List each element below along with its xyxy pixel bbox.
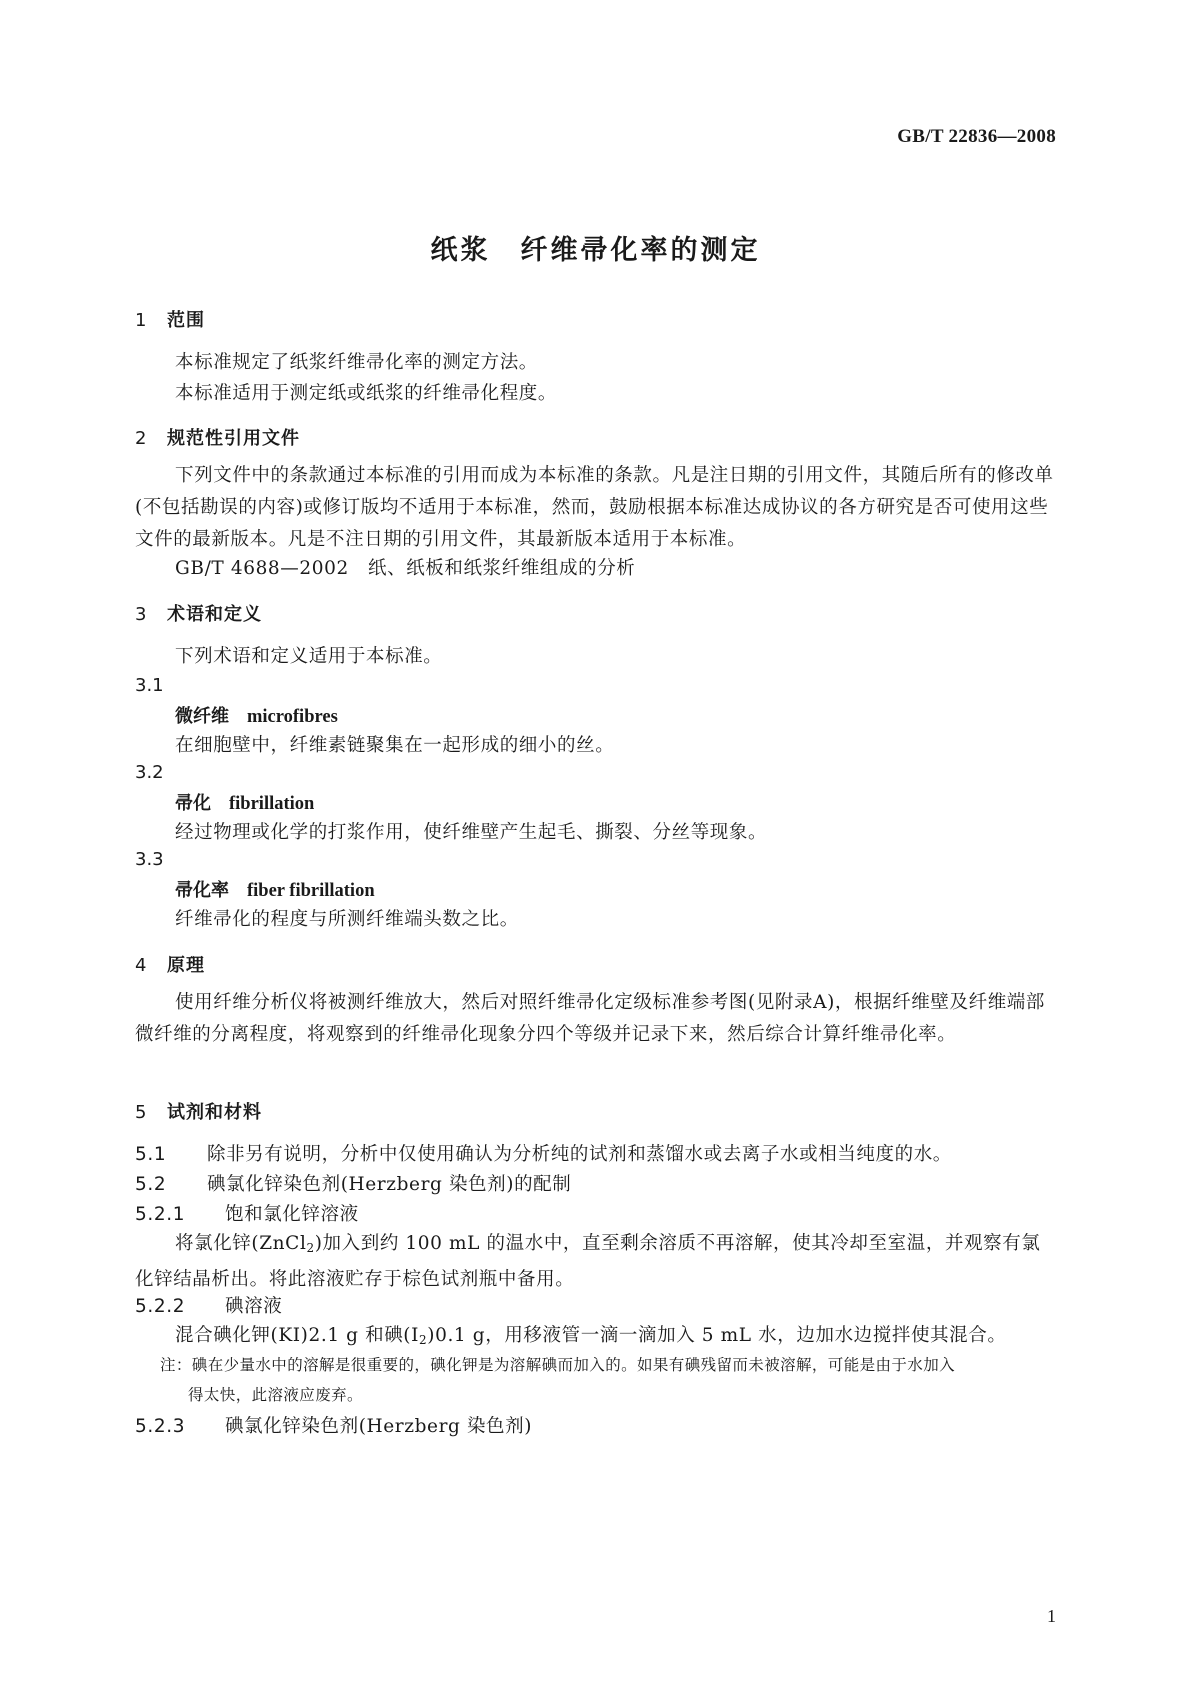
- term-cn: 帚化: [175, 793, 211, 814]
- term-cn: 微纤维: [175, 706, 229, 727]
- section-5-heading: [135, 1098, 262, 1124]
- clause-5-2: [135, 1170, 571, 1196]
- clause-5-2-3: [135, 1412, 532, 1438]
- paragraph: 下列术语和定义适用于本标准。: [175, 646, 443, 667]
- term-cn: 帚化率: [175, 880, 229, 901]
- clause-text: 碘溶液: [225, 1296, 283, 1317]
- section-title: 试剂和材料: [167, 1102, 262, 1123]
- clause-number: 5.2.3: [135, 1416, 186, 1437]
- page-title: 纸浆 纤维帚化率的测定: [430, 235, 761, 266]
- text-run: )加入到约 100 mL 的温水中，直至剩余溶质不再溶解，使其冷却至室温，并观察有氯化锌结晶析出。将此溶液贮存于棕色试剂瓶中备用。: [135, 1233, 1041, 1290]
- text-run: 混合碘化钾(KI)2.1 g 和碘(I: [175, 1325, 420, 1346]
- subscript: 2: [306, 1241, 315, 1255]
- page-number: 1: [1047, 1606, 1056, 1626]
- paragraph: 本标准适用于测定纸或纸浆的纤维帚化程度。: [175, 383, 558, 404]
- term-en: microfibres: [247, 707, 338, 727]
- term-number: 3.2: [135, 762, 164, 783]
- section-4-heading: [135, 951, 205, 977]
- section-number: 4: [135, 955, 148, 976]
- section-title: 规范性引用文件: [167, 428, 300, 449]
- section-3-heading: [135, 600, 262, 626]
- note-line: 注：碘在少量水中的溶解是很重要的，碘化钾是为溶解碘而加入的。如果有碘残留而未被溶解，可能是由于水加入: [160, 1356, 956, 1374]
- term-number: 3.3: [135, 849, 164, 870]
- clause-text: 饱和氯化锌溶液: [225, 1204, 359, 1225]
- subscript: 2: [419, 1333, 428, 1347]
- term-definition: 在细胞壁中，纤维素链聚集在一起形成的细小的丝。: [175, 735, 615, 756]
- clause-5-2-1: [135, 1200, 359, 1226]
- text-run: 将氯化锌(ZnCl: [175, 1233, 307, 1254]
- section-1-heading: [135, 306, 205, 332]
- section-title: 原理: [167, 955, 205, 976]
- term-heading: [175, 789, 314, 815]
- paragraph: 使用纤维分析仪将被测纤维放大，然后对照纤维帚化定级标准参考图(见附录A)，根据纤维壁及纤维端部微纤维的分离程度，将观察到的纤维帚化现象分四个等级并记录下来，然后综合计算纤维帚化率。: [135, 992, 1045, 1045]
- clause-5-2-2: [135, 1292, 282, 1318]
- clause-text: 碘氯化锌染色剂(Herzberg 染色剂): [225, 1416, 533, 1437]
- clause-number: 5.1: [135, 1144, 167, 1165]
- section-2-heading: [135, 424, 300, 450]
- paragraph: 本标准规定了纸浆纤维帚化率的测定方法。: [175, 352, 538, 373]
- section-title: 范围: [167, 310, 205, 331]
- term-heading: [175, 876, 375, 902]
- clause-text: 除非另有说明，分析中仅使用确认为分析纯的试剂和蒸馏水或去离子水或相当纯度的水。: [207, 1144, 952, 1165]
- standard-code: GB/T 22836—2008: [897, 126, 1056, 147]
- section-number: 5: [135, 1102, 148, 1123]
- term-definition: 经过物理或化学的打浆作用，使纤维壁产生起毛、撕裂、分丝等现象。: [175, 822, 768, 843]
- section-number: 1: [135, 310, 148, 331]
- term-definition: 纤维帚化的程度与所测纤维端头数之比。: [175, 909, 519, 930]
- clause-number: 5.2: [135, 1174, 167, 1195]
- text-run: )0.1 g，用移液管一滴一滴加入 5 mL 水，边加水边搅拌使其混合。: [427, 1325, 1007, 1346]
- term-en: fibrillation: [229, 794, 315, 814]
- paragraph: [135, 1228, 1059, 1296]
- clause-number: 5.2.2: [135, 1296, 186, 1317]
- term-en: fiber fibrillation: [247, 881, 375, 901]
- section-number: 2: [135, 428, 148, 449]
- clause-5-1: [135, 1140, 952, 1166]
- clause-number: 5.2.1: [135, 1204, 186, 1225]
- clause-text: 碘氯化锌染色剂(Herzberg 染色剂)的配制: [207, 1174, 572, 1195]
- normative-reference: GB/T 4688—2002 纸、纸板和纸浆纤维组成的分析: [175, 558, 636, 579]
- paragraph: 下列文件中的条款通过本标准的引用而成为本标准的条款。凡是注日期的引用文件，其随后所有的修改单(不包括勘误的内容)或修订版均不适用于本标准，然而，鼓励根据本标准达成协议的各方研究是否可使用这些文件的最新版本。凡是不注日期的引用文件，其最新版本适用于本标准。: [135, 465, 1054, 550]
- section-title: 术语和定义: [167, 604, 262, 625]
- section-number: 3: [135, 604, 148, 625]
- note: [160, 1350, 1060, 1410]
- term-heading: [175, 702, 338, 728]
- note-line: 得太快，此溶液应废弃。: [188, 1386, 363, 1404]
- term-number: 3.1: [135, 675, 164, 696]
